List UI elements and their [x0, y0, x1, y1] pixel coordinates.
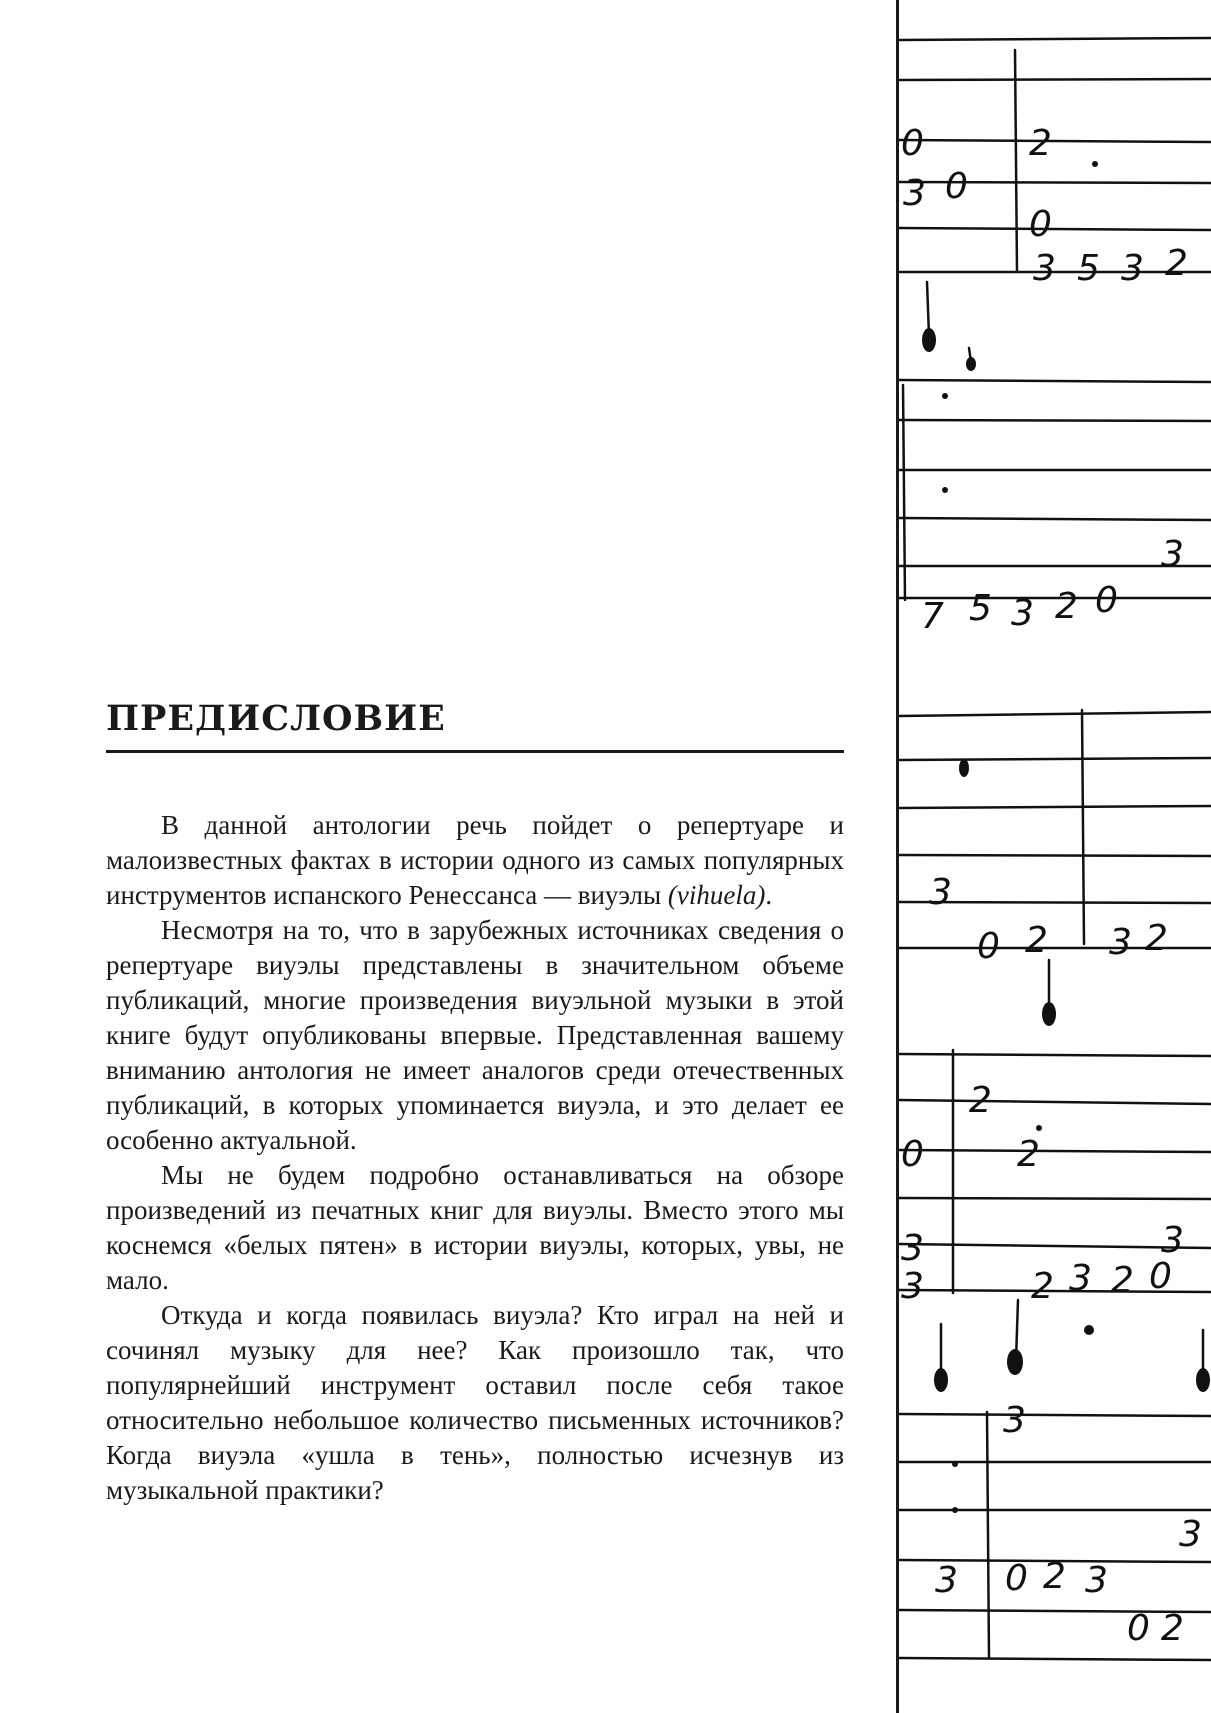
- tab-digit: 3: [903, 173, 926, 214]
- tab-digit: 5: [969, 588, 992, 629]
- tab-digit: 3: [935, 1560, 958, 1601]
- tab-digit: 2: [1145, 918, 1168, 959]
- tab-digit: 0: [1127, 1608, 1150, 1649]
- tab-digit: 3: [1121, 248, 1144, 289]
- paragraph-1: [106, 808, 844, 913]
- tab-digit: 3: [1161, 534, 1184, 575]
- tab-digit: 0: [1029, 204, 1052, 245]
- tab-digit: 2: [1031, 1266, 1054, 1307]
- paragraph-4: Откуда и когда появилась виуэла? Кто играл на ней и сочинял музыку для нее? Как произошло так, что популярнейший инструмент оставил после себя такое относительно небольшое количество письменных источников? Когда виуэла «ушла в тень», полностью исчезнув из музыкальной практики?: [106, 1300, 844, 1505]
- tab-digit: 2: [969, 1080, 992, 1121]
- tab-digit: 2: [1111, 1260, 1134, 1301]
- tablature-manuscript-image: [899, 0, 1211, 1713]
- preface-body: [106, 808, 844, 1508]
- tab-digit: 3: [1109, 922, 1132, 963]
- tab-digit: 2: [1025, 920, 1048, 961]
- tab-digit: 3: [1069, 1258, 1092, 1299]
- tab-digit: 0: [977, 926, 1000, 967]
- tab-digit: 7: [921, 596, 944, 637]
- tab-digit: 3: [1179, 1514, 1202, 1555]
- tab-digit: 2: [1029, 123, 1052, 164]
- tab-digit: 3: [1161, 1220, 1184, 1261]
- tab-digit: 0: [1095, 580, 1118, 621]
- tab-digit: 5: [1077, 248, 1100, 289]
- tab-digit: 0: [901, 1134, 924, 1175]
- tab-digit: 3: [1033, 248, 1056, 289]
- tab-digit: 3: [929, 872, 952, 913]
- tab-digit: 2: [1055, 586, 1078, 627]
- paragraph-1-text: В данной антологии речь пойдет о репертуаре и малоизвестных фактах в истории одного из самых популярных инструментов испанского Ренессанса — виуэлы: [106, 810, 844, 910]
- tab-digit: 0: [901, 123, 924, 164]
- paragraph-1-end: .: [765, 880, 773, 910]
- tab-digit: 0: [945, 166, 968, 207]
- tab-digit: 2: [1043, 1556, 1066, 1597]
- tab-digit: 3: [1003, 1400, 1026, 1441]
- tab-digit: 3: [1011, 593, 1034, 634]
- title-underline: [106, 750, 844, 753]
- page-title: ПРЕДИСЛОВИЕ: [106, 698, 446, 739]
- tab-digit: 0: [1005, 1558, 1028, 1599]
- tab-digit: 2: [1017, 1134, 1040, 1175]
- tab-digit: 3: [1085, 1560, 1108, 1601]
- paragraph-1-emphasis: (vihuela): [667, 880, 766, 910]
- tab-digit: 3: [901, 1266, 924, 1307]
- paragraph-2: Несмотря на то, что в зарубежных источниках сведения о репертуаре виуэлы представлены в значительном объеме публикаций, многие произведения виуэльной музыки в этой книге будут опубликованы впервые. Представленная вашему вниманию антология не имеет аналогов среди отечественных публикаций, в которых упоминается виуэла, и это делает ее особенно актуальной.: [106, 915, 844, 1155]
- tab-digit: 2: [1165, 243, 1188, 284]
- tab-digit: 2: [1161, 1608, 1184, 1649]
- tab-digit: 3: [901, 1228, 924, 1269]
- paragraph-3: Мы не будем подробно останавливаться на обзоре произведений из печатных книг для виуэлы. Вместо этого мы коснемся «белых пятен» в истории виуэлы, которых, увы, не мало.: [106, 1160, 844, 1295]
- tab-digit: 0: [1149, 1256, 1172, 1297]
